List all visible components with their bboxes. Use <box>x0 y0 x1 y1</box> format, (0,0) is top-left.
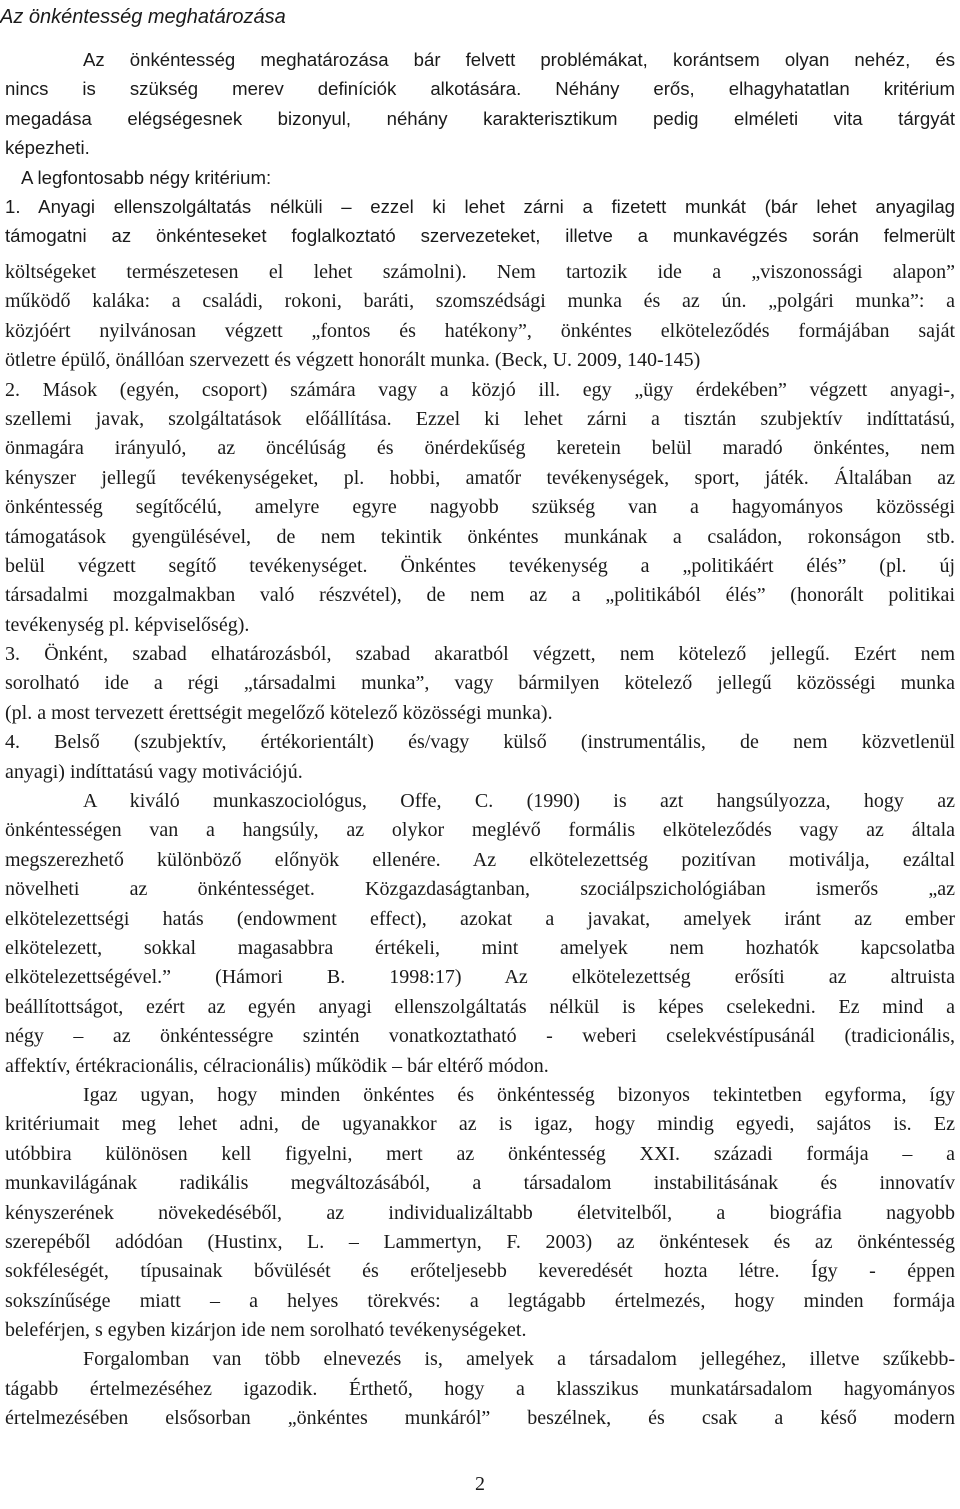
text-line: utóbbira különösen kell figyelni, mert az önkéntesség XXI. századi formája – a <box>5 1142 955 1165</box>
text-line: (pl. a most tervezett érettségit megelőző kötelező közösségi munka). <box>5 701 553 724</box>
text-line: nincs is szükség merev definíciók alkotására. Néhány erős, elhagyhatatlan kritérium <box>5 78 955 100</box>
text-line: önkéntesség segítőcélú, amelyre egyre nagyobb szükség van a hagyományos közösségi <box>5 496 955 519</box>
text-line: tevékenység pl. képviselőség). <box>5 613 250 636</box>
text-line: 3. Önként, szabad elhatározásból, szabad akaratból végzett, nem kötelező jellegű. Ezért nem <box>5 643 955 666</box>
text-line: sorolható ide a régi „társadalmi munka”, vagy bármilyen kötelező jellegű közösségi munka <box>5 672 955 695</box>
text-line: képezheti. <box>5 137 90 159</box>
text-line: elkötelezettségével.” (Hámori B. 1998:17) Az elkötelezettség erősíti az altruista <box>5 966 955 989</box>
text-line: támogatások gyengülésével, de nem tekintik önkéntes munkának a családon, rokonságon stb. <box>5 525 955 548</box>
text-line: Az önkéntesség meghatározása bár felvett problémákat, korántsem olyan nehéz, és <box>83 49 955 70</box>
text-line: társadalmi mozgalmakban való részvétel), de nem az a „politikából élés” (honorált politikai <box>5 584 955 607</box>
text-line: sokféleségét, típusainak bővülését és erőteljesebb keveredését hozta létre. Így - éppen <box>5 1260 955 1283</box>
section-heading: Az önkéntesség meghatározása <box>0 6 286 28</box>
text-line: költségeket természetesen el lehet számolni). Nem tartozik ide a „viszonossági alapon” <box>5 261 955 283</box>
text-line: szellemi javak, szolgáltatások előállítása. Ezzel ki lehet zárni a tisztán szubjektív indíttatású, <box>5 407 955 430</box>
text-line: megszerezhető különböző előnyök ellenére. Az elkötelezettség pozitívan motiválja, ezáltal <box>5 848 955 871</box>
text-line: értelmezésében elsősorban „önkéntes munkáról” beszélnek, és csak a késő modern <box>5 1407 955 1430</box>
text-line: 2. Mások (egyén, csoport) számára vagy a közjó ill. egy „ügy érdekében” végzett anyagi-, <box>5 378 955 401</box>
text-line: támogatni az önkénteseket foglalkoztató szervezeteket, illetve a munkavégzés során felmerült <box>5 225 955 247</box>
text-line: sokszínűsége miatt – a helyes törekvés: a legtágabb értelmezés, hogy minden formája <box>5 1289 955 1312</box>
body-block <box>5 258 955 1434</box>
text-line: 1. Anyagi ellenszolgáltatás nélküli – ezzel ki lehet zárni a fizetett munkát (bár lehet anyagilag <box>5 195 955 217</box>
intro-block <box>5 45 955 251</box>
text-line: szerepéből adódóan (Hustinx, L. – Lammertyn, F. 2003) az önkéntesek és az önkéntesség <box>5 1230 955 1253</box>
text-line: növelheti az önkéntességet. Közgazdaságtanban, szociálpszichológiában ismerős „az <box>5 878 955 901</box>
text-line: ötletre épülő, önállóan szervezett és végzett honorált munka. (Beck, U. 2009, 140-145) <box>5 349 701 372</box>
text-line: megadása elégségesnek bizonyul, néhány karakterisztikum pedig elméleti vita tárgyát <box>5 107 955 129</box>
text-line: közjóért nyilvánosan végzett „fontos és hatékony”, önkéntes elköteleződés formájában saját <box>5 319 955 342</box>
text-line: kényszer jellegű tevékenységeket, pl. hobbi, amatőr tevékenységek, sport, játék. Általában az <box>5 466 955 489</box>
page-number: 2 <box>475 1473 485 1495</box>
text-line: kényszerének növekedéséből, az individualizáltabb életvitelből, a biográfia nagyobb <box>5 1201 955 1224</box>
text-line: működő kaláka: a családi, rokoni, baráti, szomszédsági munka és az ún. „polgári munka”: a <box>5 290 955 313</box>
text-line: elkötelezett, sokkal magasabbra értékeli, mint amelyek nem hozhatók kapcsolatba <box>5 936 955 959</box>
text-line: munkavilágának radikális megváltozásából, a társadalom instabilitásának és innovatív <box>5 1172 955 1195</box>
text-line: A kiváló munkaszociológus, Offe, C. (1990) is azt hangsúlyozza, hogy az <box>83 790 955 813</box>
text-line: 4. Belső (szubjektív, értékorientált) és/vagy külső (instrumentális, de nem közvetlenül <box>5 731 955 754</box>
text-line: affektív, értékracionális, célracionális) működik – bár eltérő módon. <box>5 1054 549 1077</box>
text-line: A legfontosabb négy kritérium: <box>21 166 272 188</box>
text-line: beállítottságot, ezért az egyén anyagi ellenszolgáltatás nélkül is képes cselekedni. Ez mind a <box>5 995 955 1018</box>
text-line: kritériumait meg lehet adni, de ugyanakkor az is igaz, hogy mindig egyedi, sajátos is. Ez <box>5 1113 955 1136</box>
text-line: belül végzett segítő tevékenységet. Önkéntes tevékenység a „politikáért élés” (pl. új <box>5 554 955 577</box>
text-line: önmagára irányuló, az öncélúság és önérdekűség keretein belül maradó önkéntes, nem <box>5 437 955 460</box>
text-line: négy – az önkéntességre szintén vonatkoztatható - weberi cselekvéstípusánál (tradicionális, <box>5 1025 955 1048</box>
text-line: Igaz ugyan, hogy minden önkéntes és önkéntesség bizonyos tekintetben egyforma, így <box>83 1083 955 1106</box>
text-line: önkéntességen van a hangsúly, az olykor meglévő formális elköteleződés vagy az általa <box>5 819 955 842</box>
text-line: beleférjen, s egyben kizárjon ide nem sorolható tevékenységeket. <box>5 1319 527 1342</box>
text-line: tágabb értelmezéséhez igazodik. Érthető, hogy a klasszikus munkatársadalom hagyományos <box>5 1377 955 1400</box>
text-line: elkötelezettségi hatás (endowment effect), azokat a javakat, amelyek iránt az ember <box>5 907 955 930</box>
text-line: Forgalomban van több elnevezés is, amelyek a társadalom jellegéhez, illetve szűkebb- <box>83 1348 955 1371</box>
text-line: anyagi) indíttatású vagy motivációjú. <box>5 760 303 783</box>
